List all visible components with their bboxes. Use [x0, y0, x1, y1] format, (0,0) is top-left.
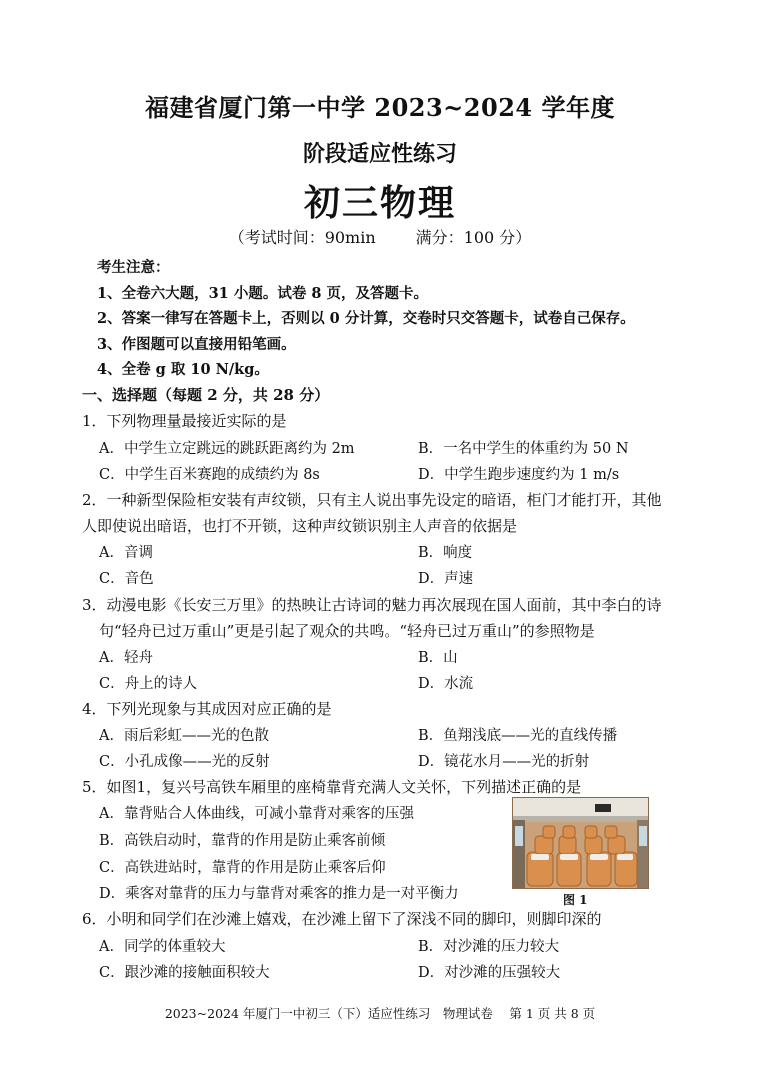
question-stem: 4．下列光现象与其成因对应正确的是	[82, 700, 332, 718]
page-footer: 2023~2024 年厦门一中初三（下）适应性练习 物理试卷 第 1 页 共 8 页	[164, 1006, 596, 1021]
figure-label: 图 1	[563, 893, 588, 907]
option-c: C．小孔成像——光的反射	[99, 754, 270, 770]
question-stem: 人即使说出暗语，也打不开锁，这种声纹锁识别主人声音的依据是	[82, 517, 518, 535]
option-c: C．音色	[99, 571, 154, 587]
question-stem: 3．动漫电影《长安三万里》的热映让古诗词的魅力再次展现在国人面前，其中李白的诗	[82, 596, 662, 614]
notice-item: 3、作图题可以直接用铅笔画。	[97, 336, 296, 353]
option-a: A．同学的体重较大	[99, 939, 226, 955]
full-score: 满分：100 分）	[415, 228, 532, 247]
option-b: B．鱼翔浅底——光的直线传播	[418, 728, 618, 744]
option-d: D．乘客对靠背的压力与靠背对乘客的推力是一对平衡力	[99, 886, 459, 902]
option-a: A．雨后彩虹——光的色散	[99, 728, 269, 744]
option-b: B．对沙滩的压力较大	[418, 939, 560, 955]
option-b: B．高铁启动时，靠背的作用是防止乘客前倾	[99, 833, 386, 849]
option-d: D．对沙滩的压强较大	[418, 965, 561, 981]
option-b: B．山	[418, 650, 458, 666]
notice-item: 1、全卷六大题，31 小题。试卷 8 页，及答题卡。	[97, 285, 428, 302]
question-stem: 1．下列物理量最接近实际的是	[82, 412, 287, 430]
notice-item: 4、全卷 g 取 10 N/kg。	[97, 361, 269, 378]
option-c: C．高铁进站时，靠背的作用是防止乘客后仰	[99, 860, 386, 876]
exam-title: 福建省厦门第一中学 2023~2024 学年度	[145, 93, 615, 122]
question-stem: 5．如图1，复兴号高铁车厢里的座椅靠背充满人文关怀，下列描述正确的是	[82, 778, 582, 796]
train-carriage-illustration	[513, 798, 648, 888]
question-stem: 句“轻舟已过万重山”更是引起了观众的共鸣。“轻舟已过万重山”的参照物是	[99, 622, 595, 640]
exam-subtitle: 阶段适应性练习	[302, 141, 457, 167]
exam-info	[0, 225, 760, 248]
notice-heading: 考生注意：	[97, 259, 170, 276]
section-heading: 一、选择题（每题 2 分，共 28 分）	[82, 386, 330, 404]
option-c: C．跟沙滩的接触面积较大	[99, 965, 270, 981]
option-c: C．中学生百米赛跑的成绩约为 8s	[99, 467, 320, 483]
train-carriage-photo	[512, 797, 649, 889]
subject-title: 初三物理	[303, 182, 456, 224]
option-d: D．水流	[418, 676, 474, 692]
question-stem: 2．一种新型保险柜安装有声纹锁，只有主人说出事先设定的暗语，柜门才能打开，其他	[82, 491, 662, 509]
option-b: B．响度	[418, 545, 473, 561]
option-a: A．音调	[99, 545, 153, 561]
exam-time: （考试时间：90min	[228, 228, 376, 247]
option-a: A．靠背贴合人体曲线，可减小靠背对乘客的压强	[99, 806, 414, 822]
option-a: A．轻舟	[99, 650, 153, 666]
question-stem: 6．小明和同学们在沙滩上嬉戏，在沙滩上留下了深浅不同的脚印，则脚印深的	[82, 910, 602, 928]
option-a: A．中学生立定跳远的跳跃距离约为 2m	[99, 441, 355, 457]
option-b: B．一名中学生的体重约为 50 N	[418, 441, 629, 457]
option-d: D．中学生跑步速度约为 1 m/s	[418, 467, 620, 483]
option-d: D．镜花水月——光的折射	[418, 754, 590, 770]
option-c: C．舟上的诗人	[99, 676, 198, 692]
option-d: D．声速	[418, 571, 474, 587]
notice-item: 2、答案一律写在答题卡上，否则以 0 分计算，交卷时只交答题卡，试卷自己保存。	[97, 310, 635, 327]
